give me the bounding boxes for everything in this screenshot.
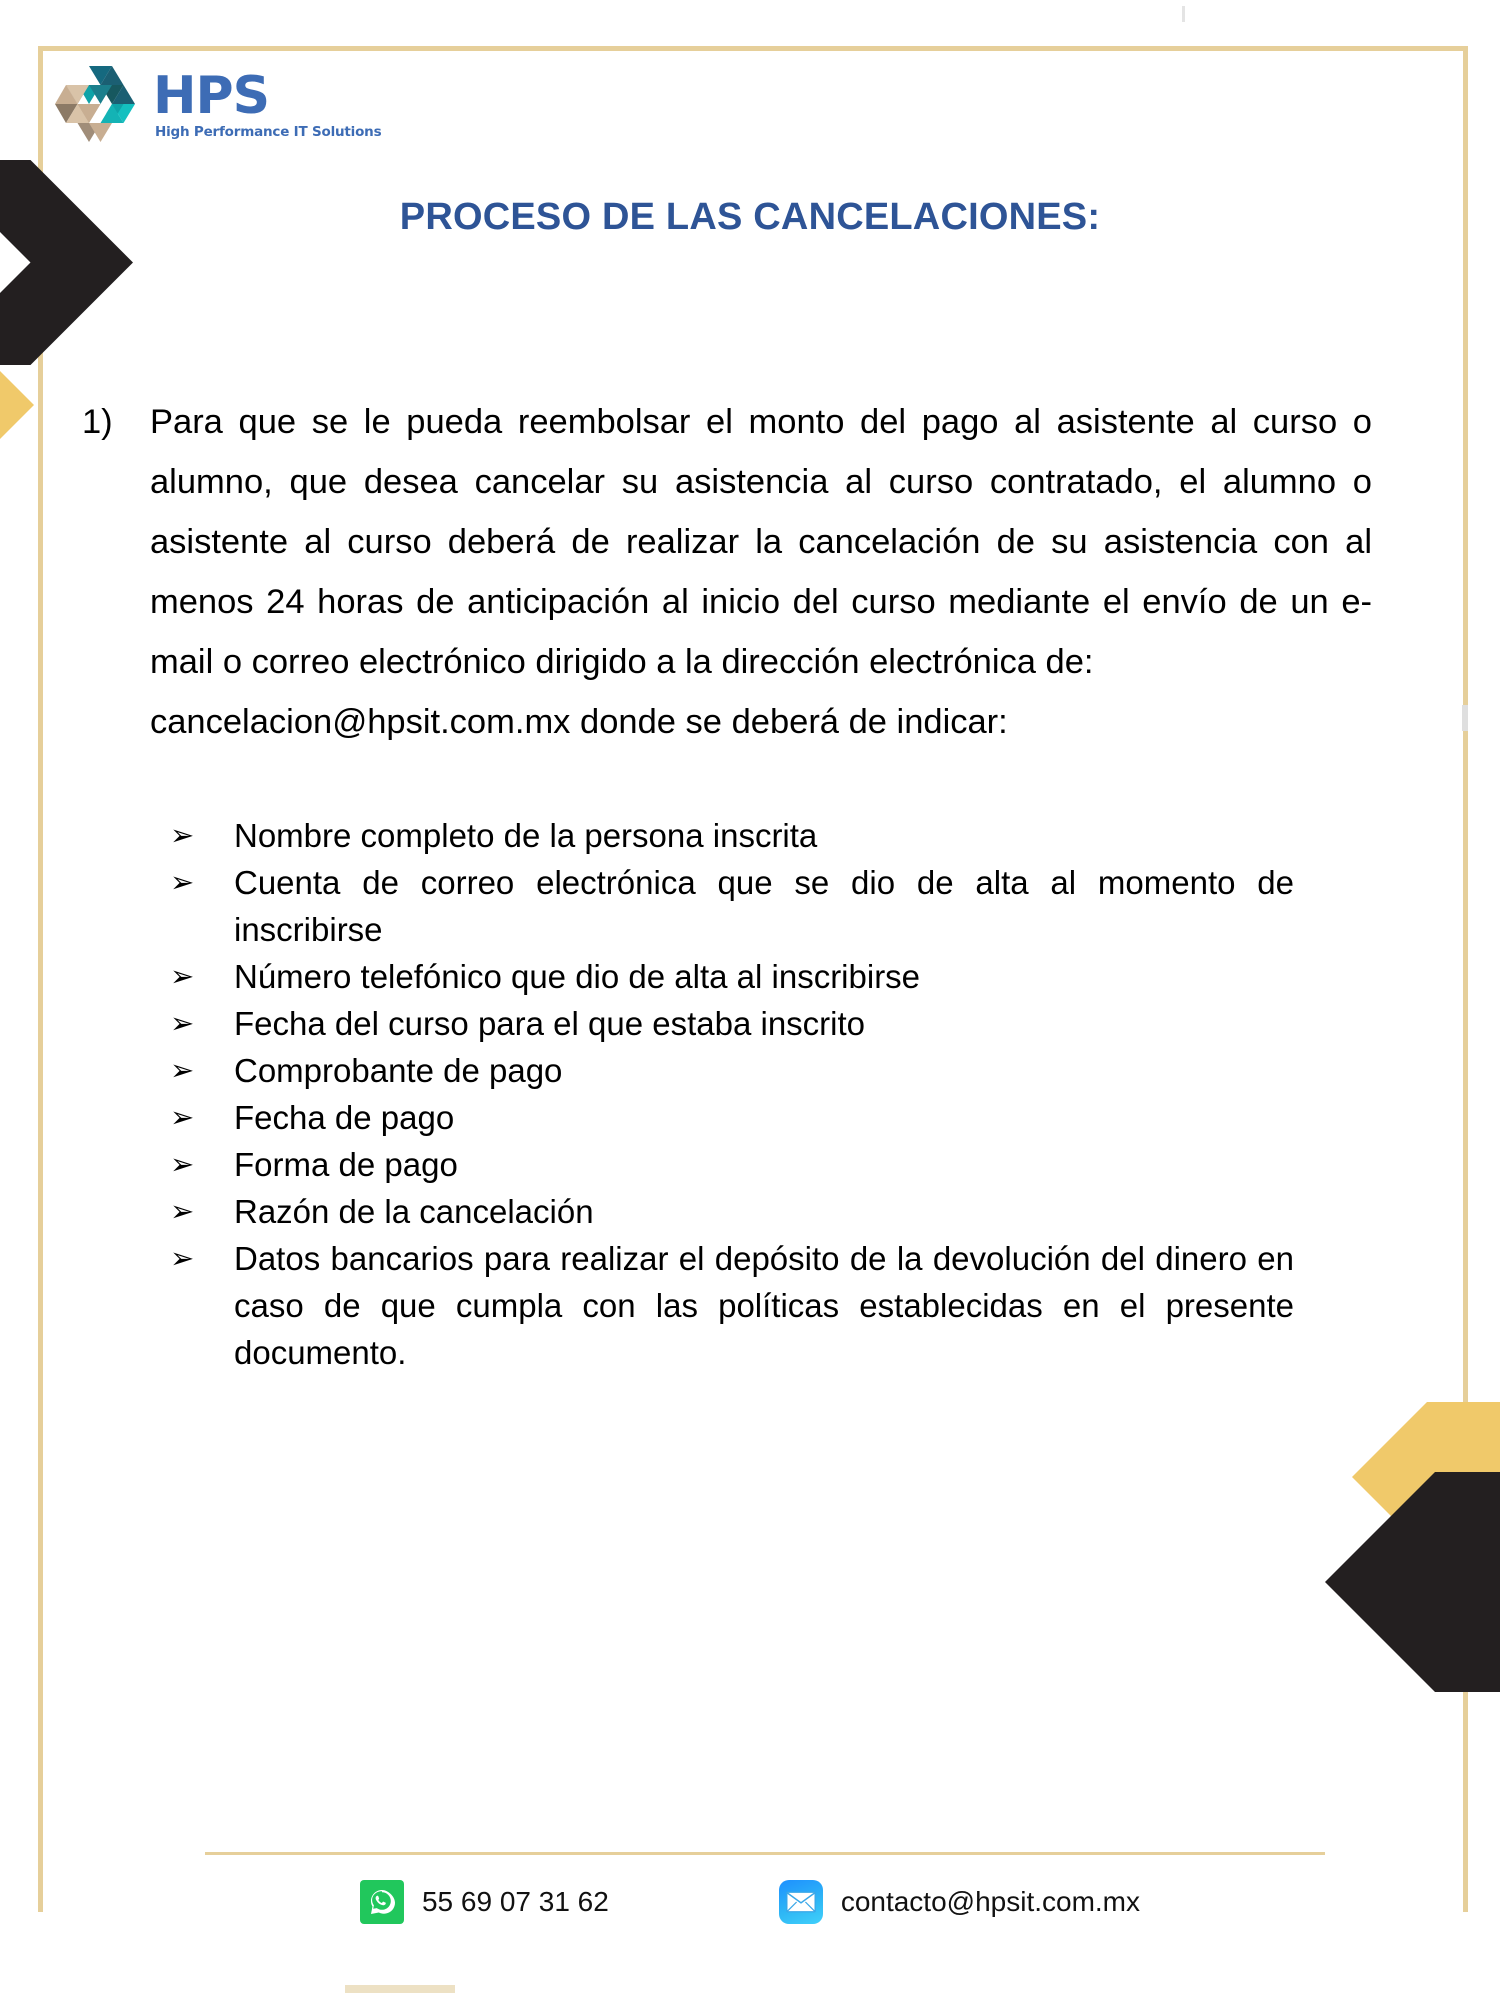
chevron-dark-bottom-right-icon: [1325, 1472, 1500, 1692]
chevron-dark-top-left-icon: [0, 160, 133, 365]
arrow-bullet-icon: ➢: [170, 1147, 195, 1181]
edge-tick-bottom: [345, 1985, 455, 1993]
arrow-bullet-icon: ➢: [170, 865, 195, 899]
list-item: [170, 812, 1372, 859]
whatsapp-icon: [360, 1880, 404, 1924]
list-item: [170, 1188, 1372, 1235]
paragraph-1-last-line: cancelacion@hpsit.com.mx donde se deberá de indicar:: [150, 703, 1008, 741]
footer-contact-bar: [0, 1880, 1500, 1924]
logo-wordmark: HPS: [153, 66, 270, 126]
list-item: [170, 859, 1372, 953]
paragraph-1-text: Para que se le pueda reembolsar el monto del pago al asistente al curso o alumno, que desea cancelar su asistencia al curso contratado, el alumno o asistente al curso deberá de realizar la cancelación de su asistencia con al menos 24 horas de anticipación al inicio del curso mediante el envío de un e-mail o correo electrónico dirigido a la dirección electrónica de:: [150, 403, 1372, 681]
list-item-label: Forma de pago: [234, 1146, 458, 1183]
list-item-label: Fecha de pago: [234, 1099, 455, 1136]
list-item-label: Razón de la cancelación: [234, 1193, 594, 1230]
arrow-bullet-icon: ➢: [170, 1194, 195, 1228]
logo-tagline: High Performance IT Solutions: [155, 124, 382, 140]
document-body: [82, 392, 1372, 1376]
list-item-label: Comprobante de pago: [234, 1052, 563, 1089]
list-item-label: Fecha del curso para el que estaba inscrito: [234, 1005, 866, 1042]
footer-phone-label: 55 69 07 31 62: [421, 1886, 609, 1917]
company-logo: [55, 66, 382, 144]
email-envelope-icon: [779, 1880, 823, 1924]
footer-email[interactable]: [779, 1880, 1140, 1924]
edge-tick-right: [1462, 705, 1468, 731]
paragraph-1: [150, 392, 1372, 752]
list-item-label: Número telefónico que dio de alta al inscribirse: [234, 958, 921, 995]
requirements-list: [82, 812, 1372, 1376]
list-item: [170, 1235, 1372, 1376]
list-item: [170, 953, 1372, 1000]
frame-bottom-rule: [205, 1852, 1325, 1855]
list-item: [170, 1094, 1372, 1141]
list-item-label: Cuenta de correo electrónica que se dio de alta al momento de inscribirse: [234, 864, 1294, 948]
list-item: [170, 1141, 1372, 1188]
footer-email-label: contacto@hpsit.com.mx: [840, 1886, 1141, 1917]
arrow-bullet-icon: ➢: [170, 1006, 195, 1040]
footer-phone[interactable]: [360, 1880, 609, 1924]
list-item: [170, 1000, 1372, 1047]
list-item-label: Nombre completo de la persona inscrita: [234, 817, 818, 854]
arrow-bullet-icon: ➢: [170, 1241, 195, 1275]
arrow-bullet-icon: ➢: [170, 1100, 195, 1134]
arrow-bullet-icon: ➢: [170, 818, 195, 852]
frame-top-rule: [38, 46, 1468, 51]
arrow-bullet-icon: ➢: [170, 959, 195, 993]
arrow-bullet-icon: ➢: [170, 1053, 195, 1087]
list-item-label: Datos bancarios para realizar el depósito de la devolución del dinero en caso de que cumpla con las políticas establecidas en el presente documento.: [234, 1240, 1294, 1371]
edge-tick-top: [1182, 6, 1185, 22]
page-title: PROCESO DE LAS CANCELACIONES:: [399, 196, 1101, 238]
list-item: [170, 1047, 1372, 1094]
numbered-list-item-1: [82, 392, 1372, 752]
hps-hexagon-mark-icon: [55, 66, 150, 144]
list-number: 1): [82, 403, 113, 441]
